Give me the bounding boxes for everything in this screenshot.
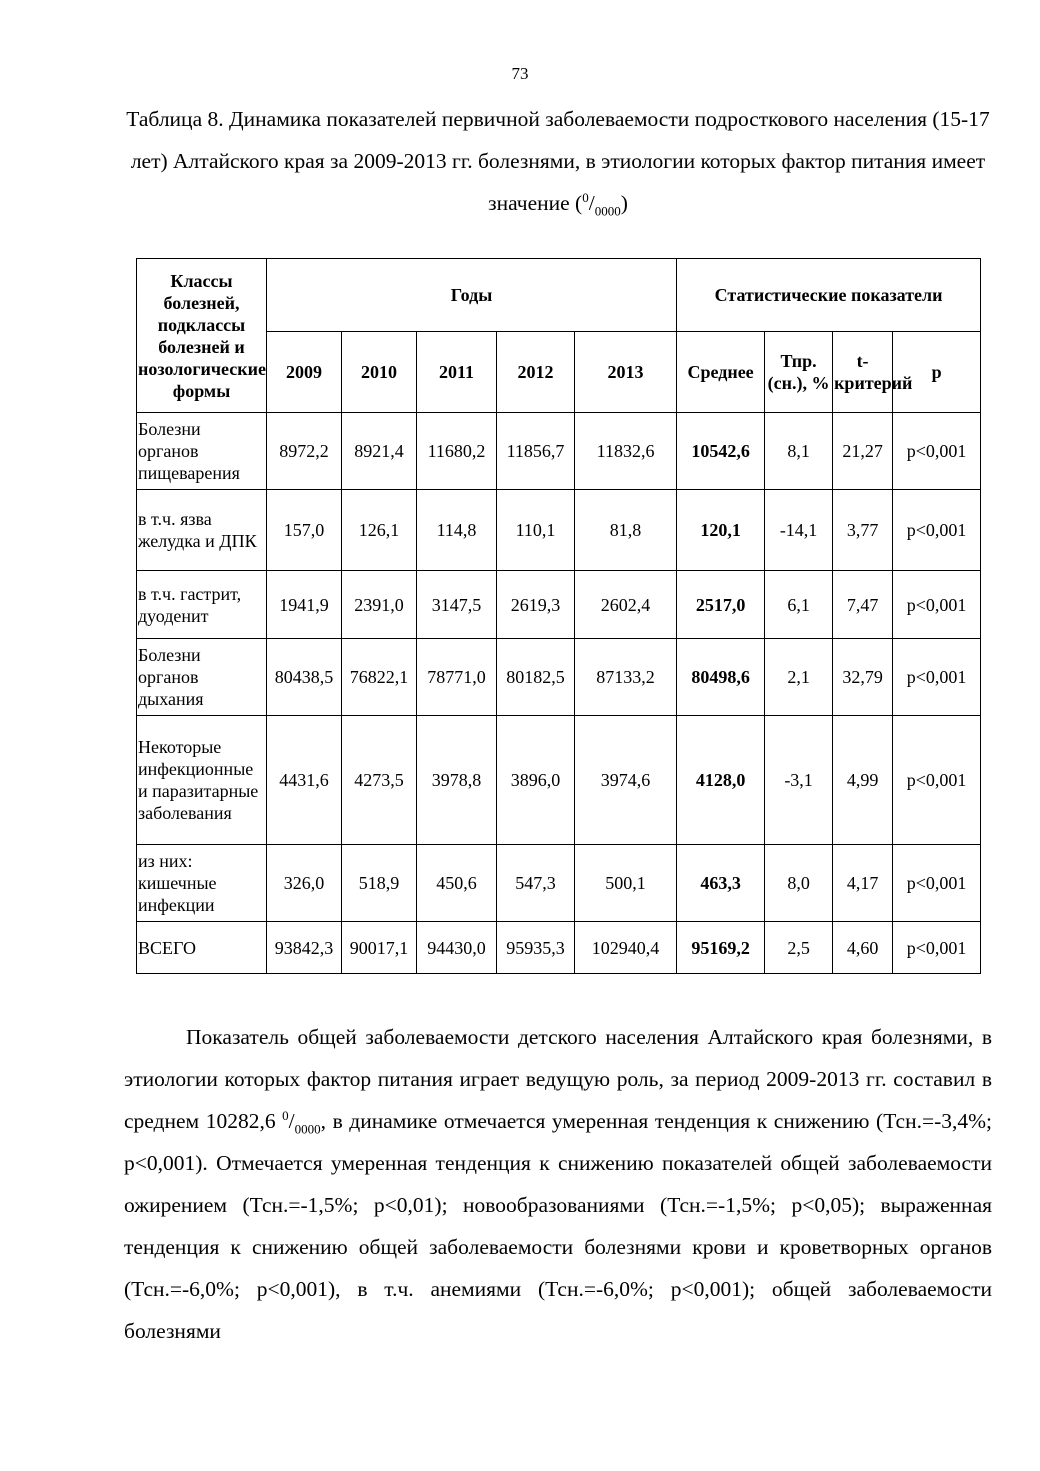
cell-p: p<0,001: [893, 490, 981, 571]
cell-p: p<0,001: [893, 845, 981, 922]
cell-2011: 114,8: [417, 490, 497, 571]
cell-2011: 11680,2: [417, 413, 497, 490]
caption-text: Таблица 8. Динамика показателей первичной заболеваемости подросткового населения (15-17 лет) Алтайского края за 2009-2013 гг. болезнями, в этиологии которых фактор питания имеет значение (: [126, 107, 990, 215]
cell-2010: 4273,5: [342, 716, 417, 845]
cell-2009: 157,0: [267, 490, 342, 571]
cell-2013: 2602,4: [575, 571, 677, 639]
page-number: 73: [511, 64, 529, 83]
cell-2011: 78771,0: [417, 639, 497, 716]
cell-mean: 120,1: [677, 490, 765, 571]
cell-mean: 95169,2: [677, 922, 765, 974]
header-year-2013: 2013: [575, 332, 677, 413]
cell-p: p<0,001: [893, 571, 981, 639]
cell-mean: 10542,6: [677, 413, 765, 490]
cell-2013: 11832,6: [575, 413, 677, 490]
cell-2011: 3978,8: [417, 716, 497, 845]
cell-2010: 518,9: [342, 845, 417, 922]
row-name: в т.ч. язва желудка и ДПК: [137, 490, 267, 571]
cell-trend: -3,1: [765, 716, 833, 845]
cell-2012: 547,3: [497, 845, 575, 922]
cell-2010: 90017,1: [342, 922, 417, 974]
cell-2012: 2619,3: [497, 571, 575, 639]
cell-2011: 3147,5: [417, 571, 497, 639]
cell-2012: 3896,0: [497, 716, 575, 845]
caption-unit-slash: /: [588, 191, 595, 215]
cell-t: 21,27: [833, 413, 893, 490]
cell-trend: 8,1: [765, 413, 833, 490]
row-name: ВСЕГО: [137, 922, 267, 974]
cell-2012: 110,1: [497, 490, 575, 571]
cell-t: 4,60: [833, 922, 893, 974]
cell-trend: 8,0: [765, 845, 833, 922]
body-unit-sub: 0000: [294, 1121, 321, 1137]
header-years: Годы: [267, 259, 677, 332]
body-paragraph: [124, 1016, 992, 1352]
cell-mean: 4128,0: [677, 716, 765, 845]
body-unit-slash: /: [288, 1109, 295, 1133]
cell-2012: 95935,3: [497, 922, 575, 974]
cell-t: 32,79: [833, 639, 893, 716]
cell-trend: 6,1: [765, 571, 833, 639]
cell-2012: 11856,7: [497, 413, 575, 490]
cell-t: 4,17: [833, 845, 893, 922]
header-year-2010: 2010: [342, 332, 417, 413]
paragraph-part-1: Показатель общей заболеваемости детского населения Алтайского края болезнями, в этиологии которых фактор питания играет ведущую роль, за период 2009-2013 гг. составил в среднем 10282,6: [124, 1025, 992, 1133]
body-unit-sup: 0: [282, 1107, 289, 1123]
header-mean: Среднее: [677, 332, 765, 413]
cell-2009: 93842,3: [267, 922, 342, 974]
table-row: [137, 716, 981, 845]
cell-trend: -14,1: [765, 490, 833, 571]
header-statistics: Статистические показатели: [677, 259, 981, 332]
table-row: [137, 639, 981, 716]
cell-2011: 450,6: [417, 845, 497, 922]
cell-2009: 80438,5: [267, 639, 342, 716]
cell-p: p<0,001: [893, 413, 981, 490]
cell-t: 4,99: [833, 716, 893, 845]
header-t-criterion: t-критерий: [833, 332, 893, 413]
cell-2009: 4431,6: [267, 716, 342, 845]
header-p-value: р: [893, 332, 981, 413]
table-caption: [120, 98, 996, 224]
cell-p: p<0,001: [893, 639, 981, 716]
cell-p: p<0,001: [893, 716, 981, 845]
cell-2013: 102940,4: [575, 922, 677, 974]
cell-2012: 80182,5: [497, 639, 575, 716]
cell-p: p<0,001: [893, 922, 981, 974]
paragraph: [124, 1016, 992, 1352]
paragraph-part-2: , в динамике отмечается умеренная тенденция к снижению (Тсн.=-3,4%; p<0,001). Отмечается умеренная тенденция к снижению показателей общей заболеваемости ожирением (Тсн.=-1,5%; p<0,01); новообразованиями (Тсн.=-1,5%; p<0,05); выраженная тенденция к снижению общей заболеваемости болезнями крови и кроветворных органов (Тсн.=-6,0%; p<0,001), в т.ч. анемиями (Тсн.=-6,0%; p<0,001); общей заболеваемости болезнями: [124, 1109, 992, 1343]
cell-mean: 80498,6: [677, 639, 765, 716]
cell-2011: 94430,0: [417, 922, 497, 974]
header-trend: Тпр. (сн.), %: [765, 332, 833, 413]
row-name: Болезни органов дыхания: [137, 639, 267, 716]
cell-mean: 2517,0: [677, 571, 765, 639]
cell-mean: 463,3: [677, 845, 765, 922]
header-year-2009: 2009: [267, 332, 342, 413]
table-row: [137, 571, 981, 639]
cell-2009: 1941,9: [267, 571, 342, 639]
row-name: Болезни органов пищеварения: [137, 413, 267, 490]
caption-unit-sub: 0000: [594, 203, 621, 219]
row-name: из них: кишечные инфекции: [137, 845, 267, 922]
cell-t: 3,77: [833, 490, 893, 571]
table-row: [137, 413, 981, 490]
table-row: [137, 490, 981, 571]
table-row: [137, 922, 981, 974]
cell-2013: 500,1: [575, 845, 677, 922]
cell-2010: 76822,1: [342, 639, 417, 716]
cell-t: 7,47: [833, 571, 893, 639]
table-row: [137, 845, 981, 922]
cell-2013: 81,8: [575, 490, 677, 571]
cell-trend: 2,5: [765, 922, 833, 974]
header-year-2012: 2012: [497, 332, 575, 413]
caption-unit-close: ): [620, 191, 628, 215]
cell-2013: 3974,6: [575, 716, 677, 845]
cell-2010: 126,1: [342, 490, 417, 571]
cell-trend: 2,1: [765, 639, 833, 716]
cell-2010: 2391,0: [342, 571, 417, 639]
cell-2009: 8972,2: [267, 413, 342, 490]
row-name: в т.ч. гастрит, дуоденит: [137, 571, 267, 639]
header-year-2011: 2011: [417, 332, 497, 413]
caption-unit-sup: 0: [582, 189, 589, 205]
cell-2009: 326,0: [267, 845, 342, 922]
header-disease-class: Классы болезней, подклассы болезней и нозологические формы: [137, 259, 267, 413]
cell-2010: 8921,4: [342, 413, 417, 490]
row-name: Некоторые инфекционные и паразитарные заболевания: [137, 716, 267, 845]
cell-2013: 87133,2: [575, 639, 677, 716]
morbidity-table: [136, 258, 981, 974]
